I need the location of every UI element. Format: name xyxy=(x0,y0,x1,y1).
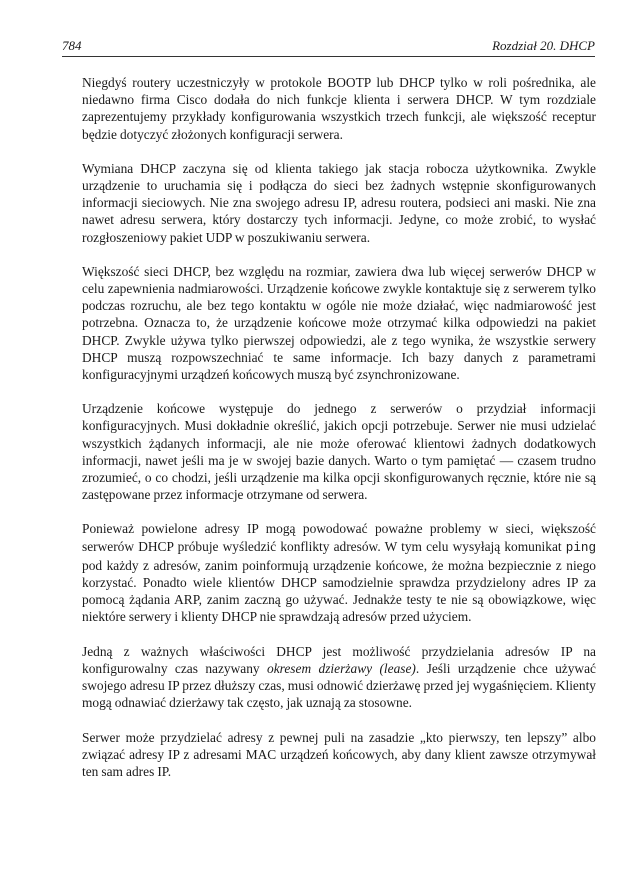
paragraph-5-text-b: pod każdy z adresów, zanim poinformują urządzenie końcowe, że można bezpiecznie z niego korzystać. Ponadto wiele klientów DHCP samodzielnie sprawdza przydzielony adres IP za pomocą żądania ARP, zanim zaczną go używać. Jednakże testy te nie są obowiązkowe, więc niektóre serwery i klienty DHCP nie sprawdzają adresów przed użyciem. xyxy=(82,557,596,625)
paragraph-1: Niegdyś routery uczestniczyły w protokole BOOTP lub DHCP tylko w roli pośrednika, ale niedawno firma Cisco dodała do nich funkcje klienta i serwera DHCP. W tym rozdziale zaprezentujemy przykłady konfigurowania wszystkich trzech funkcji, ale większość receptur będzie dotyczyć złożonych konfiguracji serwera. xyxy=(82,75,596,142)
paragraph-3: Większość sieci DHCP, bez względu na rozmiar, zawiera dwa lub więcej serwerów DHCP w celu zapewnienia nadmiarowości. Urządzenie końcowe zwykle kontaktuje się z serwerem tylko podczas rozruchu, ale bez tego kontaktu w ogóle nie może działać, więc nadmiarowość jest potrzebna. Oznacza to, że urządzenie końcowe może otrzymać kilka odpowiedzi na pakiet DHCP. Zwykle używa tylko pierwszej odpowiedzi, ale z tego wynika, że wszystkie serwery DHCP muszą rozpowszechniać te same informacje. Ich bazy danych z parametrami konfiguracyjnymi urządzeń końcowych muszą być zsynchronizowane. xyxy=(82,263,596,383)
paragraph-7: Serwer może przydzielać adresy z pewnej puli na zasadzie „kto pierwszy, ten lepszy” albo związać adresy IP z adresami MAC urządzeń końcowych, aby dany klient zawsze otrzymywał ten sam adres IP. xyxy=(82,729,596,779)
paragraph-4: Urządzenie końcowe występuje do jednego z serwerów o przydział informacji konfiguracyjnych. Musi dokładnie określić, jakich opcji potrzebuje. Serwer nie musi udzielać wszystkich żądanych informacji, ale nie może oferować klientowi żadnych dodatkowych informacji, nawet jeśli ma je w swojej bazie danych. Warto o tym pamiętać — czasem trudno zrozumieć, o co chodzi, jeśli urządzenie ma kilka opcji skonfigurowanych ręcznie, które nie są zastępowane przez informacje otrzymane od serwera. xyxy=(82,401,596,503)
paragraph-5-text-a: Ponieważ powielone adresy IP mogą powodować poważne problemy w sieci, większość serwerów DHCP próbuje wyśledzić konflikty adresów. W tym celu wysyłają komunikat xyxy=(82,521,596,554)
paragraph-6-text-a: Jedną z ważnych właściwości DHCP jest możliwość przydzielania adresów IP na konfigurowalny czas nazywany xyxy=(82,643,596,676)
paragraph-2: Wymiana DHCP zaczyna się od klienta takiego jak stacja robocza użytkownika. Zwykle urządzenie to uruchamia się i podłącza do sieci bez żadnych wstępnie skonfigurowanych informacji sieciowych. Nie zna swojego adresu IP, adresu routera, podsieci ani maski. Nie zna nawet adresu serwera, który dostarczy tych informacji. Jedyne, co może zrobić, to wysłać rozgłoszeniowy pakiet UDP w poszukiwaniu serwera. xyxy=(82,160,596,245)
paragraph-5 xyxy=(82,520,596,625)
page-body xyxy=(82,74,596,797)
running-header xyxy=(62,38,595,57)
paragraph-6 xyxy=(82,643,596,712)
page-number: 784 xyxy=(62,38,82,53)
ping-command: ping xyxy=(565,540,596,555)
lease-term: okresem dzierżawy (lease) xyxy=(267,660,416,676)
chapter-title: Rozdział 20. DHCP xyxy=(492,38,595,53)
paragraph-6-text-b: . Jeśli urządzenie chce używać swojego adresu IP przez dłuższy czas, musi odnowić dzierżawę przed jej wygaśnięciem. Klienty mogą odnawiać dzierżawy tak często, jak uznają za stosowne. xyxy=(82,660,596,711)
